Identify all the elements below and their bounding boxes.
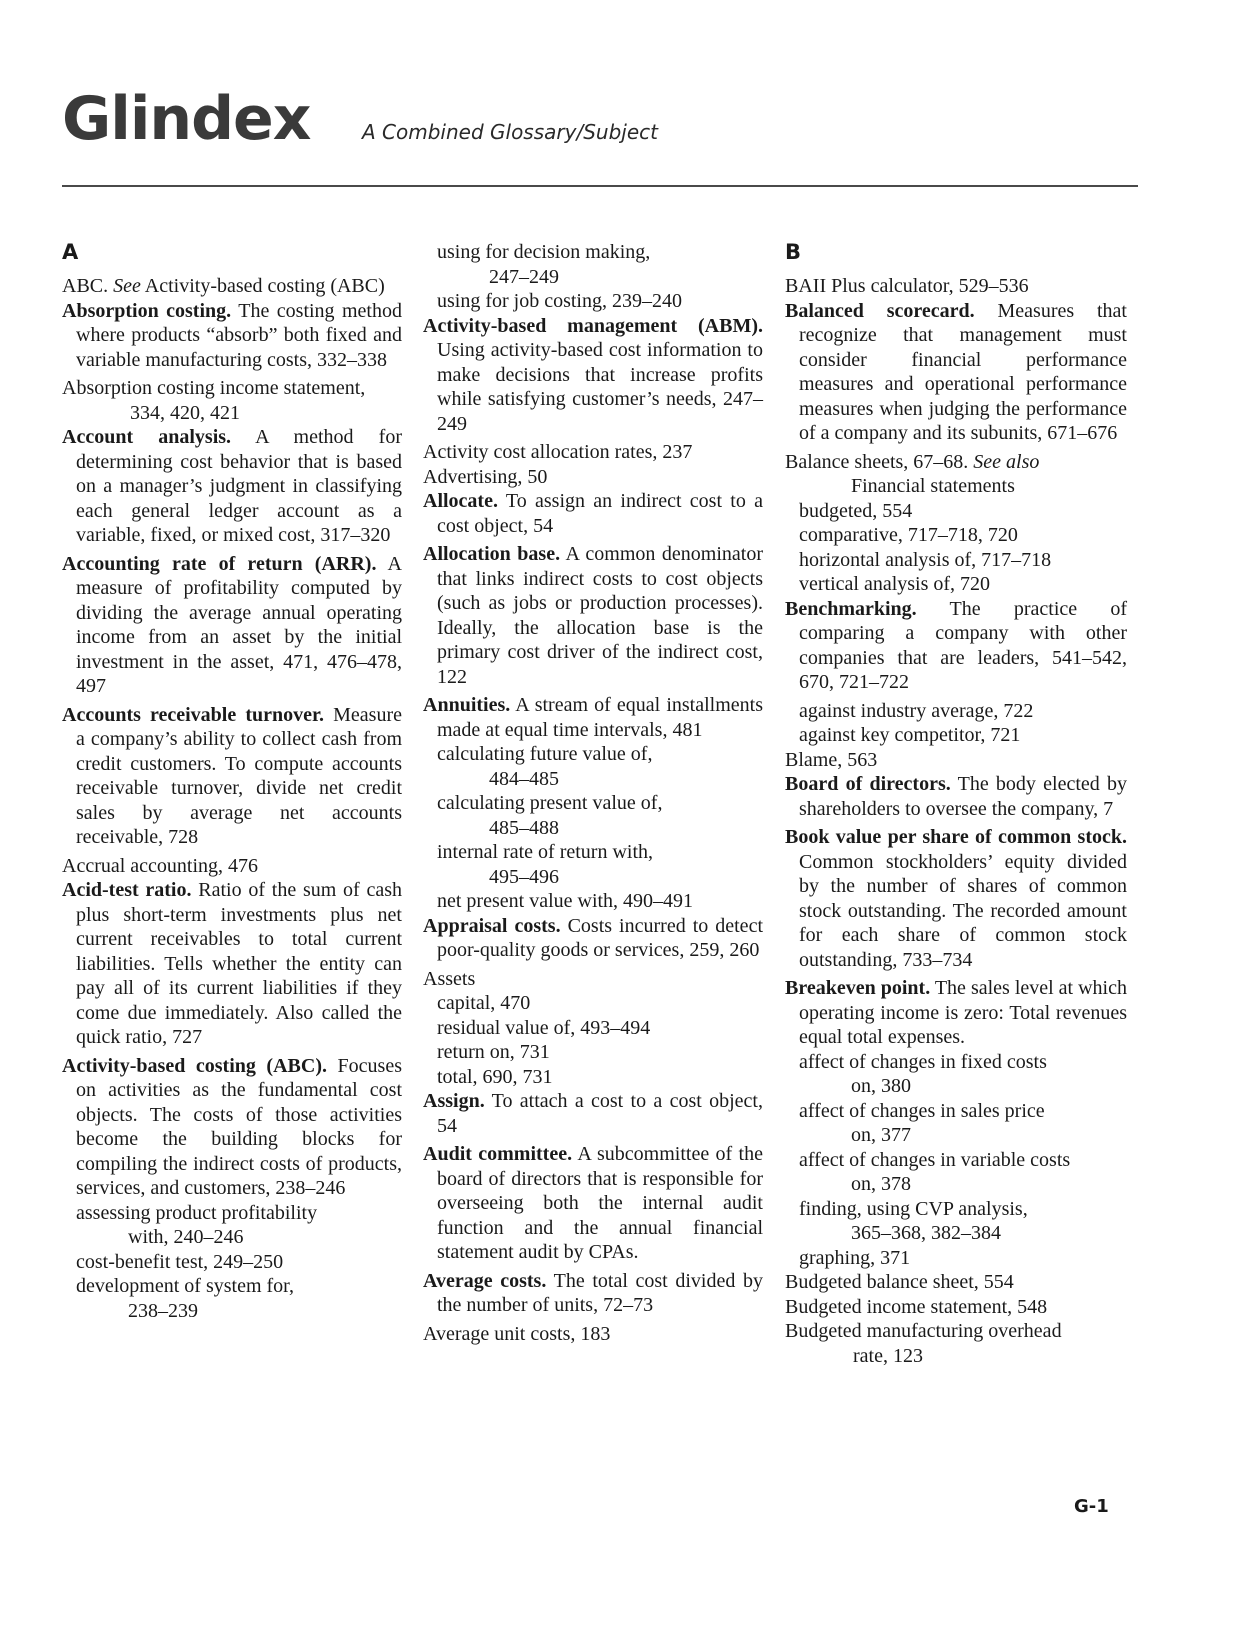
index-entry (785, 299, 1127, 446)
index-entry (423, 967, 763, 992)
index-entry (785, 772, 1127, 821)
subentry-pages: 495–496 (489, 865, 559, 888)
index-column-3 (785, 240, 1127, 1368)
index-subentry (62, 1250, 402, 1275)
header-rule (62, 185, 1138, 187)
entry-term: Audit committee. (423, 1143, 573, 1165)
subentry-text: internal rate of return with, (437, 841, 654, 863)
entry-definition: To assign an indirect cost to a cost object, 54 (437, 490, 763, 537)
subentry-pages: on, 380 (851, 1075, 911, 1097)
entry-text: Balance sheets, 67–68. (785, 450, 969, 473)
index-entry (785, 748, 1127, 773)
index-entry (62, 274, 402, 299)
see-reference: See also (973, 450, 1040, 473)
entry-term: Absorption costing. (62, 299, 232, 322)
subentry-pages: 238–239 (128, 1299, 198, 1322)
entry-term: Allocation base. (423, 543, 561, 565)
index-entry (423, 1269, 763, 1318)
entry-text: Budgeted income statement, 548 (785, 1295, 1048, 1318)
subentry-text: against industry average, 722 (799, 699, 1034, 722)
entry-definition: The costing method where products “absorb” both fixed and variable manufacturing costs, 332–338 (76, 299, 402, 371)
index-entry (785, 1295, 1127, 1320)
index-entry (62, 552, 402, 699)
entry-term: Book value per share of common stock. (785, 826, 1127, 848)
entry-definition: A stream of equal installments made at equal time intervals, 481 (437, 694, 763, 741)
entry-term: Average costs. (423, 1269, 547, 1292)
entry-term: Benchmarking. (785, 597, 917, 620)
entry-term: Accounts receivable turnover. (62, 703, 325, 726)
index-entry (423, 465, 763, 490)
subentry-pages: on, 378 (851, 1173, 911, 1195)
index-subentry (423, 240, 763, 289)
entry-text: Advertising, 50 (423, 465, 548, 488)
index-subentry (423, 889, 763, 914)
entry-term: Accounting rate of return (ARR). (62, 552, 377, 575)
index-entry (423, 440, 763, 465)
entry-term: Balanced scorecard. (785, 299, 975, 322)
index-entry (423, 314, 763, 437)
entry-pages: rate, 123 (853, 1344, 923, 1367)
subentry-text: capital, 470 (437, 992, 531, 1014)
entry-definition: A common denominator that links indirect costs to cost objects (such as jobs or production processes). Ideally, the allocation base is the primary cost driver of the indirect cost, 122 (437, 543, 763, 688)
index-entry (785, 274, 1127, 299)
entry-term: Appraisal costs. (423, 914, 561, 937)
index-subentry (423, 289, 763, 314)
subentry-pages: 485–488 (489, 816, 559, 839)
index-subentry (62, 1274, 402, 1323)
entry-term: Activity-based management (ABM). (423, 314, 763, 337)
index-subentry (785, 699, 1127, 724)
index-entry (62, 878, 402, 1050)
entry-definition: To attach a cost to a cost object, 54 (437, 1090, 763, 1137)
entry-text: ABC. (62, 275, 109, 297)
subentry-text: budgeted, 554 (799, 499, 913, 522)
index-subentry (785, 523, 1127, 548)
index-subentry (423, 1065, 763, 1090)
entry-definition: A subcommittee of the board of directors that is responsible for overseeing both the internal audit function and the annual financial statement audit by CPAs. (437, 1143, 763, 1263)
subentry-text: development of system for, (76, 1275, 295, 1297)
index-entry (785, 1270, 1127, 1295)
index-subentry (423, 742, 763, 791)
index-subentry (785, 1099, 1127, 1148)
subentry-text: affect of changes in variable costs (799, 1148, 1071, 1171)
subentry-text: assessing product profitability (76, 1201, 318, 1224)
index-column-2 (423, 240, 763, 1346)
entry-term: Board of directors. (785, 773, 951, 795)
subentry-text: residual value of, 493–494 (437, 1016, 651, 1039)
entry-definition: Measures that recognize that management must consider financial performance measures and operational performance measures when judging the performance of a company and its subunits, 671–676 (799, 299, 1127, 444)
subentry-text: calculating future value of, (437, 743, 653, 765)
entry-definition: Common stockholders’ equity divided by the number of shares of common stock outstanding. The recorded amount for each share of common stock outstanding, 733–734 (799, 850, 1127, 971)
entry-term: Assign. (423, 1090, 485, 1112)
index-entry (785, 976, 1127, 1050)
index-entry (423, 1322, 763, 1347)
page-title: Glindex (62, 84, 311, 154)
subentry-pages: 484–485 (489, 767, 559, 790)
index-entry (423, 693, 763, 742)
index-entry (62, 425, 402, 548)
index-entry (785, 1319, 1127, 1368)
index-subentry (785, 1050, 1127, 1099)
entry-text: Budgeted manufacturing overhead (785, 1320, 1062, 1342)
index-subentry (423, 791, 763, 840)
entry-text: Average unit costs, 183 (423, 1322, 611, 1345)
entry-term: Breakeven point. (785, 977, 931, 999)
entry-term: Annuities. (423, 694, 511, 716)
index-entry (423, 489, 763, 538)
entry-definition: Ratio of the sum of cash plus short-term investments plus net current receivables to total current liabilities. Tells whether the entity can pay all of its current liabilities if they come due immediately. Also called the quick ratio, 727 (76, 879, 403, 1048)
subentry-text: net present value with, 490–491 (437, 890, 694, 912)
index-subentry (423, 991, 763, 1016)
subentry-text: affect of changes in sales price (799, 1099, 1045, 1122)
entry-text: Blame, 563 (785, 748, 878, 771)
subentry-text: horizontal analysis of, 717–718 (799, 548, 1052, 571)
index-subentry (785, 572, 1127, 597)
section-letter-a: A (62, 240, 79, 264)
entry-text: Activity cost allocation rates, 237 (423, 441, 693, 463)
subentry-text: cost-benefit test, 249–250 (76, 1250, 284, 1273)
index-subentry (785, 1246, 1127, 1271)
index-entry (423, 542, 763, 689)
subentry-text: total, 690, 731 (437, 1065, 553, 1088)
index-column-1 (62, 240, 402, 1323)
index-entry (785, 597, 1127, 695)
index-subentry (62, 1201, 402, 1250)
entry-definition: The practice of comparing a company with other companies that are leaders, 541–542, 670, 721–722 (799, 597, 1127, 693)
subentry-pages: 365–368, 382–384 (851, 1222, 1001, 1244)
entry-text: Accrual accounting, 476 (62, 854, 259, 877)
entry-definition: The sales level at which operating income is zero: Total revenues equal total expenses. (799, 977, 1127, 1048)
see-reference: See (113, 275, 141, 297)
subentry-text: using for job costing, 239–240 (437, 290, 682, 312)
page-header (62, 84, 1142, 194)
section-letter-b: B (785, 240, 802, 264)
entry-definition: The total cost divided by the number of units, 72–73 (437, 1269, 763, 1316)
entry-text: Absorption costing income statement, (62, 377, 366, 399)
entry-text: BAII Plus calculator, 529–536 (785, 275, 1029, 297)
entry-term: Acid-test ratio. (62, 879, 192, 901)
page-number: G-1 (1074, 1496, 1109, 1517)
subentry-pages: 247–249 (489, 265, 559, 288)
index-subentry (423, 1040, 763, 1065)
entry-term: Allocate. (423, 490, 498, 512)
index-entry (423, 1089, 763, 1138)
subentry-pages: with, 240–246 (128, 1226, 244, 1248)
entry-pages: 334, 420, 421 (130, 401, 240, 424)
index-entry (785, 825, 1127, 972)
subentry-text: vertical analysis of, 720 (799, 573, 991, 595)
index-subentry (785, 1148, 1127, 1197)
subentry-pages: on, 377 (851, 1124, 911, 1146)
index-entry (785, 450, 1127, 499)
entry-text: Budgeted balance sheet, 554 (785, 1271, 1014, 1293)
entry-definition: A measure of profitability computed by dividing the average annual operating income from an asset by the initial investment in the asset, 471, 476–478, 497 (76, 552, 402, 697)
index-entry (62, 703, 402, 850)
index-subentry (423, 1016, 763, 1041)
subentry-text: return on, 731 (437, 1041, 550, 1063)
index-entry (62, 376, 402, 425)
entry-term: Account analysis. (62, 426, 232, 448)
subentry-text: against key competitor, 721 (799, 724, 1021, 746)
index-subentry (785, 723, 1127, 748)
see-also-target: Financial statements (851, 475, 1015, 497)
entry-definition: Costs incurred to detect poor-quality goods or services, 259, 260 (437, 914, 763, 961)
index-entry (423, 914, 763, 963)
subentry-text: comparative, 717–718, 720 (799, 524, 1018, 546)
entry-text: Assets (423, 967, 476, 990)
index-subentry (785, 548, 1127, 573)
index-subentry (423, 840, 763, 889)
subentry-text: affect of changes in fixed costs (799, 1050, 1047, 1073)
subentry-text: finding, using CVP analysis, (799, 1197, 1028, 1220)
entry-definition: Measure a company’s ability to collect cash from credit customers. To compute accounts receivable turnover, divide net credit sales by average net accounts receivable, 728 (76, 703, 402, 848)
entry-definition: Focuses on activities as the fundamental cost objects. The costs of those activities become the building blocks for compiling the indirect costs of products, services, and customers, 238–246 (76, 1054, 402, 1199)
index-entry (62, 854, 402, 879)
entry-definition: The body elected by shareholders to oversee the company, 7 (799, 773, 1128, 820)
index-entry (423, 1142, 763, 1265)
page-subtitle: A Combined Glossary/Subject (362, 120, 658, 144)
subentry-text: graphing, 371 (799, 1246, 911, 1269)
index-entry (62, 1054, 402, 1201)
subentry-text: calculating present value of, (437, 792, 663, 814)
subentry-text: using for decision making, (437, 241, 651, 263)
entry-definition: A method for determining cost behavior that is based on a manager’s judgment in classifying each general ledger account as a variable, fixed, or mixed cost, 317–320 (76, 426, 402, 546)
index-subentry (785, 499, 1127, 524)
index-entry (62, 299, 402, 373)
entry-term: Activity-based costing (ABC). (62, 1054, 327, 1077)
index-subentry (785, 1197, 1127, 1246)
entry-definition: Using activity-based cost information to make decisions that increase profits while satisfying customer’s needs, 247–249 (437, 339, 763, 435)
entry-text: Activity-based costing (ABC) (144, 275, 385, 297)
